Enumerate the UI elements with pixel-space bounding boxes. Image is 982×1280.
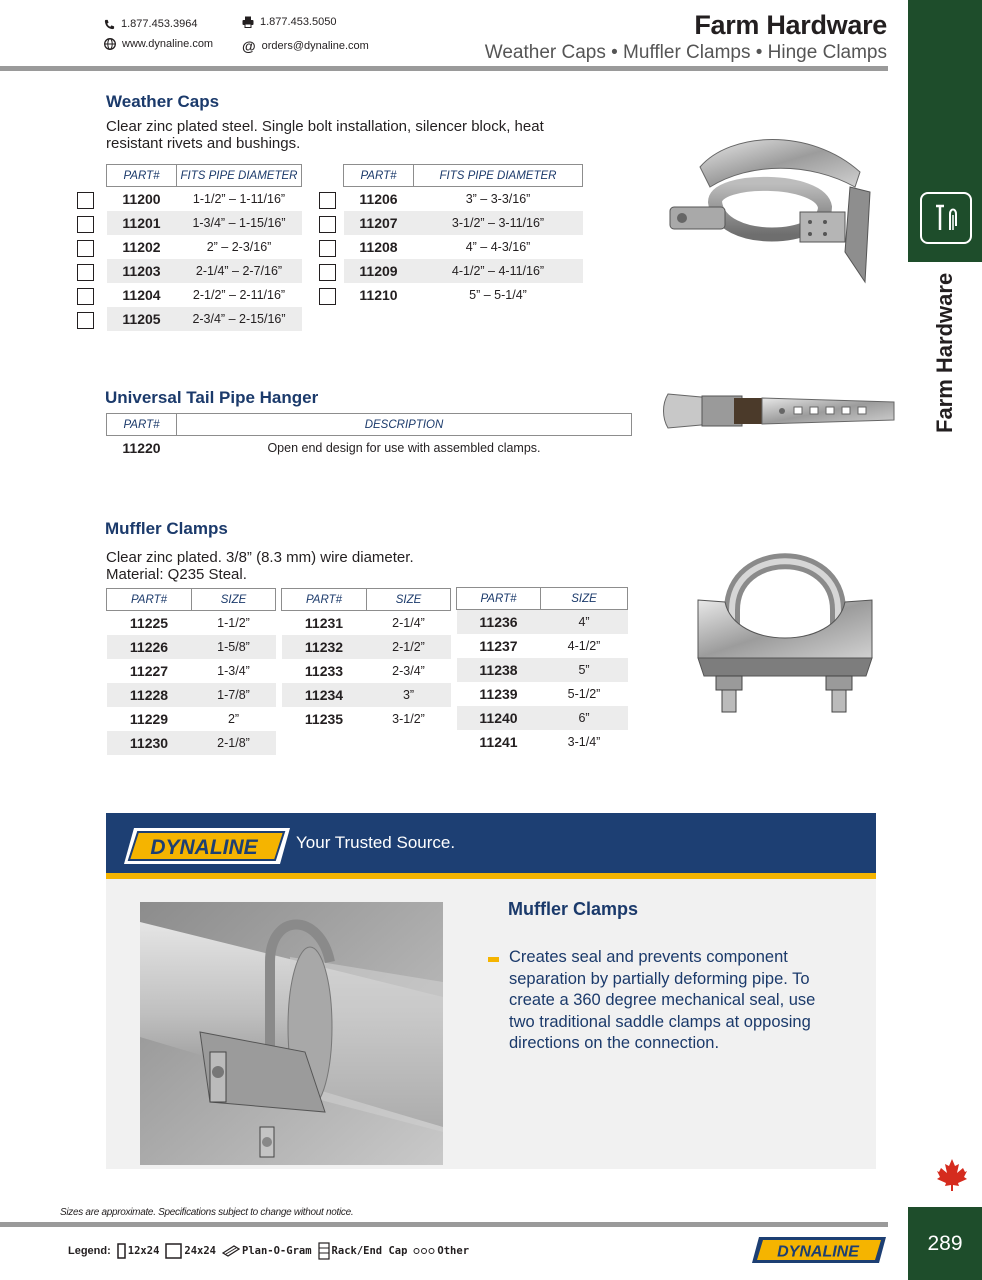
clamp-size: 5-1/2” <box>567 686 601 701</box>
pipe-diameter: 3-1/2” – 3-11/16” <box>414 211 583 235</box>
table-row <box>282 611 451 635</box>
clamp-size: 1-1/2” <box>217 615 250 630</box>
order-checkbox-11206[interactable] <box>319 192 336 209</box>
table-row <box>282 707 451 731</box>
clamp-size: 6” <box>541 706 628 730</box>
maple-leaf-icon <box>936 1158 968 1192</box>
column-header: PART# <box>344 165 414 187</box>
legend <box>68 1242 469 1260</box>
muffler-clamps-table-3 <box>456 587 628 754</box>
pipe-diameter: 4” – 4-3/16” <box>465 239 531 254</box>
muffler-clamps-table-2 <box>281 588 451 731</box>
order-checkbox-11202[interactable] <box>77 240 94 257</box>
table-row <box>107 611 276 635</box>
legend-text: 24x24 <box>184 1245 216 1257</box>
muffler-clamps-table-1 <box>106 588 276 755</box>
muffler-clamp-image <box>690 540 880 718</box>
email-contact[interactable] <box>242 38 369 54</box>
column-header: FITS PIPE DIAMETER <box>414 165 583 187</box>
table-row <box>107 307 302 331</box>
rack-end-cap-icon <box>318 1242 330 1260</box>
table-row <box>107 436 632 460</box>
column-header: SIZE <box>367 589 451 611</box>
part-number: 11206 <box>359 190 398 207</box>
part-number: 11228 <box>107 683 192 707</box>
table-row <box>457 658 628 682</box>
bullet-marker <box>488 957 499 962</box>
legend-item-plan-o-gram <box>222 1245 312 1257</box>
installed-clamp-photo <box>140 902 443 1165</box>
legend-text: Rack/End Cap <box>331 1245 408 1257</box>
column-header: PART# <box>107 414 177 436</box>
weather-caps-title: Weather Caps <box>106 92 220 111</box>
table-row <box>457 610 628 634</box>
legend-item-12x24 <box>117 1243 160 1259</box>
part-number: 11231 <box>304 614 344 631</box>
website-link[interactable]: www.dynaline.com <box>122 38 214 50</box>
fax-contact[interactable] <box>242 16 336 28</box>
weather-caps-table-left <box>106 164 302 331</box>
weather-caps-description: Clear zinc plated steel. Single bolt installation, silencer block, heat resistant rivets and bushings. <box>106 118 544 152</box>
table-row <box>344 211 583 235</box>
part-number: 11236 <box>457 610 541 634</box>
order-checkbox-11201[interactable] <box>77 216 94 233</box>
order-checkbox-11203[interactable] <box>77 264 94 281</box>
clamp-size: 4” <box>541 610 628 634</box>
part-number: 11203 <box>107 259 177 283</box>
table-row <box>282 659 451 683</box>
dynaline-logo <box>124 826 290 866</box>
table-row <box>344 235 583 259</box>
hardware-pin-icon <box>920 192 972 244</box>
part-number: 11202 <box>122 238 161 255</box>
clamp-size: 4-1/2” <box>567 638 601 653</box>
table-row <box>282 683 451 707</box>
clamp-size: 3-1/4” <box>567 734 601 749</box>
clamp-size: 2” <box>227 711 240 726</box>
clamp-size: 2-1/2” <box>367 635 451 659</box>
part-number: 11233 <box>304 662 344 679</box>
order-checkbox-11205[interactable] <box>77 312 94 329</box>
shelf-12x24-icon <box>117 1243 126 1259</box>
pipe-diameter: 2-3/4” – 2-15/16” <box>177 307 302 331</box>
pipe-diameter: 1-3/4” – 1-15/16” <box>177 211 302 235</box>
legend-text: Plan-O-Gram <box>242 1245 312 1257</box>
pipe-diameter: 1-1/2” – 1-11/16” <box>192 191 286 206</box>
other-dots-icon <box>413 1247 435 1255</box>
legend-text: 12x24 <box>127 1245 160 1257</box>
tail-pipe-hanger-image <box>662 388 898 434</box>
part-number: 11239 <box>479 685 518 702</box>
part-number: 11220 <box>122 439 161 456</box>
feature-description: Creates seal and prevents component separation by partially deforming pipe. To create a 360 degree mechanical seal, use two traditional saddle clamps at opposing directions on the connection. <box>509 948 816 1052</box>
tail-pipe-hanger-title: Universal Tail Pipe Hanger <box>105 388 319 407</box>
table-row <box>107 635 276 659</box>
order-checkbox-11204[interactable] <box>77 288 94 305</box>
part-number: 11240 <box>457 706 541 730</box>
order-checkbox-11200[interactable] <box>77 192 94 209</box>
order-checkbox-11208[interactable] <box>319 240 336 257</box>
clamp-size: 2-3/4” <box>392 663 425 678</box>
table-row <box>457 706 628 730</box>
table-row <box>107 707 276 731</box>
column-header: SIZE <box>192 589 276 611</box>
table-row <box>457 730 628 754</box>
pipe-diameter: 2” – 2-3/16” <box>206 239 272 254</box>
phone-contact[interactable] <box>104 18 197 30</box>
column-header: PART# <box>107 165 177 187</box>
table-row <box>107 211 302 235</box>
clamp-size: 5” <box>541 658 628 682</box>
legend-item-other <box>413 1245 469 1257</box>
part-number: 11210 <box>359 286 398 303</box>
table-row <box>107 283 302 307</box>
at-icon: @ <box>242 38 256 54</box>
pipe-diameter: 2-1/2” – 2-11/16” <box>192 287 286 302</box>
clamp-size: 1-3/4” <box>217 663 250 678</box>
disclaimer-note: Sizes are approximate. Specifications subject to change without notice. <box>60 1207 354 1218</box>
pipe-diameter: 5” – 5-1/4” <box>469 287 527 302</box>
order-checkbox-11207[interactable] <box>319 216 336 233</box>
part-number: 11227 <box>129 662 169 679</box>
website-contact[interactable] <box>104 38 213 50</box>
pipe-diameter: 4-1/2” – 4-11/16” <box>414 259 583 283</box>
part-number: 11225 <box>129 614 169 631</box>
email-link[interactable]: orders@dynaline.com <box>261 40 369 52</box>
clamp-size: 2-1/8” <box>192 731 276 755</box>
page-title: Farm Hardware <box>694 10 887 40</box>
part-number: 11226 <box>107 635 192 659</box>
fax-number: 1.877.453.5050 <box>260 16 337 28</box>
pipe-diameter: 2-1/4” – 2-7/16” <box>177 259 302 283</box>
part-number: 11230 <box>107 731 192 755</box>
clamp-size: 2-1/4” <box>392 615 425 630</box>
footer-dynaline-logo <box>752 1236 886 1264</box>
side-tab-label: Farm Hardware <box>932 272 957 433</box>
clamp-size: 1-5/8” <box>192 635 276 659</box>
column-header: PART# <box>457 588 541 610</box>
page-number: 289 <box>908 1207 982 1280</box>
part-number: 11238 <box>457 658 541 682</box>
legend-item-24x24 <box>165 1243 216 1259</box>
tail-pipe-hanger-table <box>106 413 632 460</box>
table-row <box>457 682 628 706</box>
shelf-24x24-icon <box>165 1243 182 1259</box>
footer-divider <box>0 1222 888 1227</box>
part-number: 11207 <box>344 211 414 235</box>
table-row <box>107 235 302 259</box>
globe-icon <box>104 38 116 50</box>
part-number: 11235 <box>304 710 344 727</box>
banner-tagline: Your Trusted Source. <box>296 833 456 852</box>
column-header: PART# <box>107 589 192 611</box>
column-header: PART# <box>282 589 367 611</box>
column-header: DESCRIPTION <box>177 414 632 436</box>
table-row <box>344 187 583 211</box>
muffler-clamps-description-line2: Material: Q235 Steal. <box>106 566 247 583</box>
muffler-clamps-title: Muffler Clamps <box>105 519 228 538</box>
page-subtitle: Weather Caps • Muffler Clamps • Hinge Clamps <box>484 42 887 63</box>
clamp-size: 1-7/8” <box>192 683 276 707</box>
part-description: Open end design for use with assembled clamps. <box>267 440 541 455</box>
legend-label: Legend: <box>68 1245 111 1257</box>
order-checkbox-11209[interactable] <box>319 264 336 281</box>
part-number: 11208 <box>359 238 398 255</box>
muffler-clamps-description-line1: Clear zinc plated. 3/8” (8.3 mm) wire diameter. <box>106 549 414 566</box>
table-row <box>457 634 628 658</box>
table-row <box>282 635 451 659</box>
clamp-size: 3” <box>367 683 451 707</box>
table-row <box>107 259 302 283</box>
logo-wordmark: DYNALINE <box>150 836 258 859</box>
phone-icon <box>104 19 115 30</box>
pipe-diameter: 3” – 3-3/16” <box>465 191 531 206</box>
table-row <box>344 283 583 307</box>
part-number: 11201 <box>107 211 177 235</box>
order-checkbox-11210[interactable] <box>319 288 336 305</box>
part-number: 11204 <box>122 286 161 303</box>
phone-number: 1.877.453.3964 <box>121 18 198 30</box>
clamp-size: 3-1/2” <box>392 711 425 726</box>
part-number: 11209 <box>344 259 414 283</box>
part-number: 11237 <box>479 637 518 654</box>
table-row <box>107 659 276 683</box>
fax-icon <box>242 16 254 28</box>
table-row <box>107 731 276 755</box>
weather-caps-table-right <box>343 164 583 307</box>
column-header: SIZE <box>541 588 628 610</box>
weather-cap-image <box>660 132 880 292</box>
part-number: 11241 <box>479 733 518 750</box>
legend-item-rack-end-cap <box>318 1242 408 1260</box>
part-number: 11229 <box>129 710 169 727</box>
legend-text: Other <box>437 1245 470 1257</box>
table-row <box>344 259 583 283</box>
part-number: 11232 <box>282 635 367 659</box>
header-divider <box>0 66 888 71</box>
plan-o-gram-icon <box>222 1245 240 1257</box>
feature-title: Muffler Clamps <box>508 899 639 919</box>
table-row <box>107 187 302 211</box>
part-number: 11200 <box>122 190 161 207</box>
table-row <box>107 683 276 707</box>
column-header: FITS PIPE DIAMETER <box>177 165 302 187</box>
part-number: 11234 <box>282 683 367 707</box>
part-number: 11205 <box>107 307 177 331</box>
footer-logo-wordmark: DYNALINE <box>777 1243 859 1261</box>
